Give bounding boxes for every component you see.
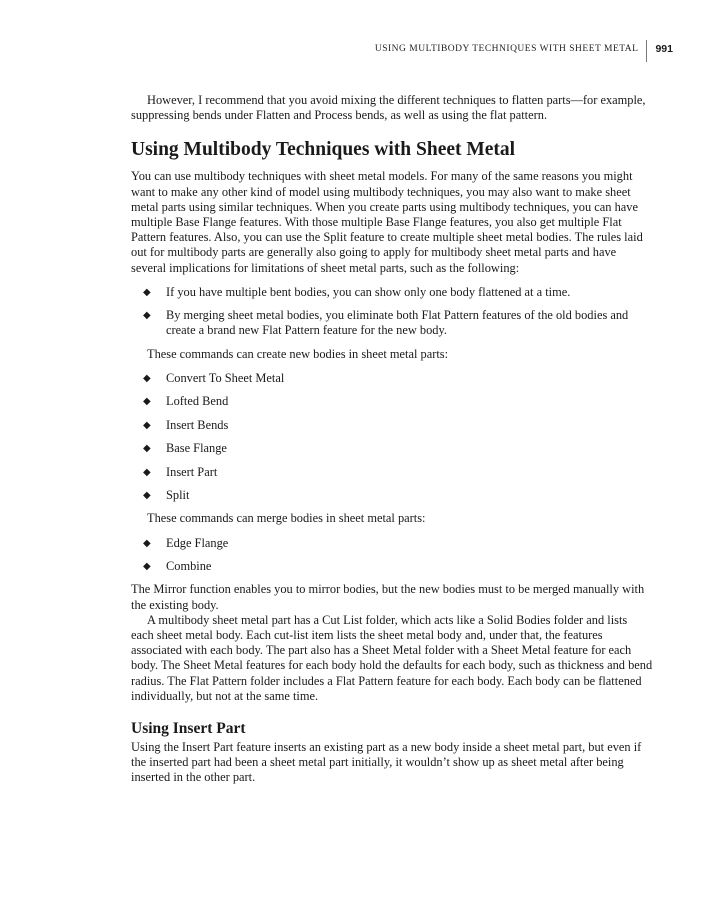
list-item-text: If you have multiple bent bodies, you can show only one body flattened at a time. <box>166 284 571 299</box>
page-body <box>131 93 653 786</box>
section-heading: Using Multibody Techniques with Sheet Metal <box>131 139 516 161</box>
list-item <box>131 488 653 503</box>
list-item-text: Split <box>166 487 190 502</box>
list-item <box>131 371 653 386</box>
diamond-bullet-icon: ◆ <box>143 489 151 501</box>
diamond-bullet-icon: ◆ <box>143 537 151 549</box>
cutlist-paragraph: A multibody sheet metal part has a Cut List folder, which acts like a Solid Bodies folder and lists each sheet metal body. Each cut-list item lists the sheet metal body and, under that, the features associated with each body. The part also has a Sheet Metal folder with a Sheet Metal feature for each body. The Sheet Metal features for each body hold the defaults for each body, such as thickness and bend radius. The Flat Pattern folder includes a Flat Pattern feature for each body. Each body can be flattened individually, but not at the same time. <box>131 612 653 703</box>
list-item <box>131 559 653 574</box>
list-item <box>131 285 653 300</box>
diamond-bullet-icon: ◆ <box>143 286 151 298</box>
intro-paragraph: However, I recommend that you avoid mixing the different techniques to flatten parts—for example, suppressing bends under Flatten and Process bends, as well as using the flat pattern. <box>131 93 646 123</box>
diamond-bullet-icon: ◆ <box>143 396 151 408</box>
insert-part-paragraph: Using the Insert Part feature inserts an existing part as a new body inside a sheet metal part, but even if the inserted part had been a sheet metal part initially, it wouldn’t show up as sheet metal after being inserted in the other part. <box>131 739 642 785</box>
diamond-bullet-icon: ◆ <box>143 310 151 322</box>
create-commands-lead: These commands can create new bodies in sheet metal parts: <box>147 346 449 361</box>
running-header-title: USING MULTIBODY TECHNIQUES WITH SHEET METAL <box>374 44 639 54</box>
merge-commands-lead: These commands can merge bodies in sheet metal parts: <box>147 511 426 526</box>
list-item-text: By merging sheet metal bodies, you eliminate both Flat Pattern features of the old bodies and create a brand new Flat Pattern feature for the new body. <box>166 308 629 338</box>
list-item-text: Insert Bends <box>166 417 229 432</box>
list-item-text: Combine <box>166 558 212 573</box>
list-item-text: Insert Part <box>166 464 218 479</box>
limitations-list <box>131 285 653 339</box>
list-item-text: Edge Flange <box>166 535 229 550</box>
mirror-paragraph: The Mirror function enables you to mirror bodies, but the new bodies must to be merged manually with the existing body. <box>131 582 645 612</box>
create-commands-list <box>131 371 653 503</box>
list-item <box>131 308 653 338</box>
list-item-text: Base Flange <box>166 441 227 456</box>
section-body-paragraph: You can use multibody techniques with sheet metal models. For many of the same reasons you might want to make any other kind of model using multibody techniques, you may also want to make sheet metal parts using similar techniques. When you create parts using multibody techniques, you can have multiple Base Flange features. With those multiple Base Flange features, you also get multiple Flat Pattern features. Also, you can use the Split feature to create multiple sheet metal bodies. The rules laid out for multibody parts are generally also going to apply for multibody sheet metal parts and have several implications for limitations of sheet metal parts, such as the following: <box>131 169 643 275</box>
list-item <box>131 441 653 456</box>
merge-commands-list <box>131 536 653 575</box>
diamond-bullet-icon: ◆ <box>143 419 151 431</box>
list-item-text: Lofted Bend <box>166 394 229 409</box>
list-item <box>131 465 653 480</box>
list-item <box>131 394 653 409</box>
diamond-bullet-icon: ◆ <box>143 560 151 572</box>
list-item <box>131 536 653 551</box>
list-item-text: Convert To Sheet Metal <box>166 371 285 386</box>
running-header <box>375 40 673 58</box>
diamond-bullet-icon: ◆ <box>143 466 151 478</box>
list-item <box>131 418 653 433</box>
diamond-bullet-icon: ◆ <box>143 373 151 385</box>
page-number: 991 <box>655 43 673 55</box>
subsection-heading: Using Insert Part <box>131 719 246 737</box>
diamond-bullet-icon: ◆ <box>143 443 151 455</box>
